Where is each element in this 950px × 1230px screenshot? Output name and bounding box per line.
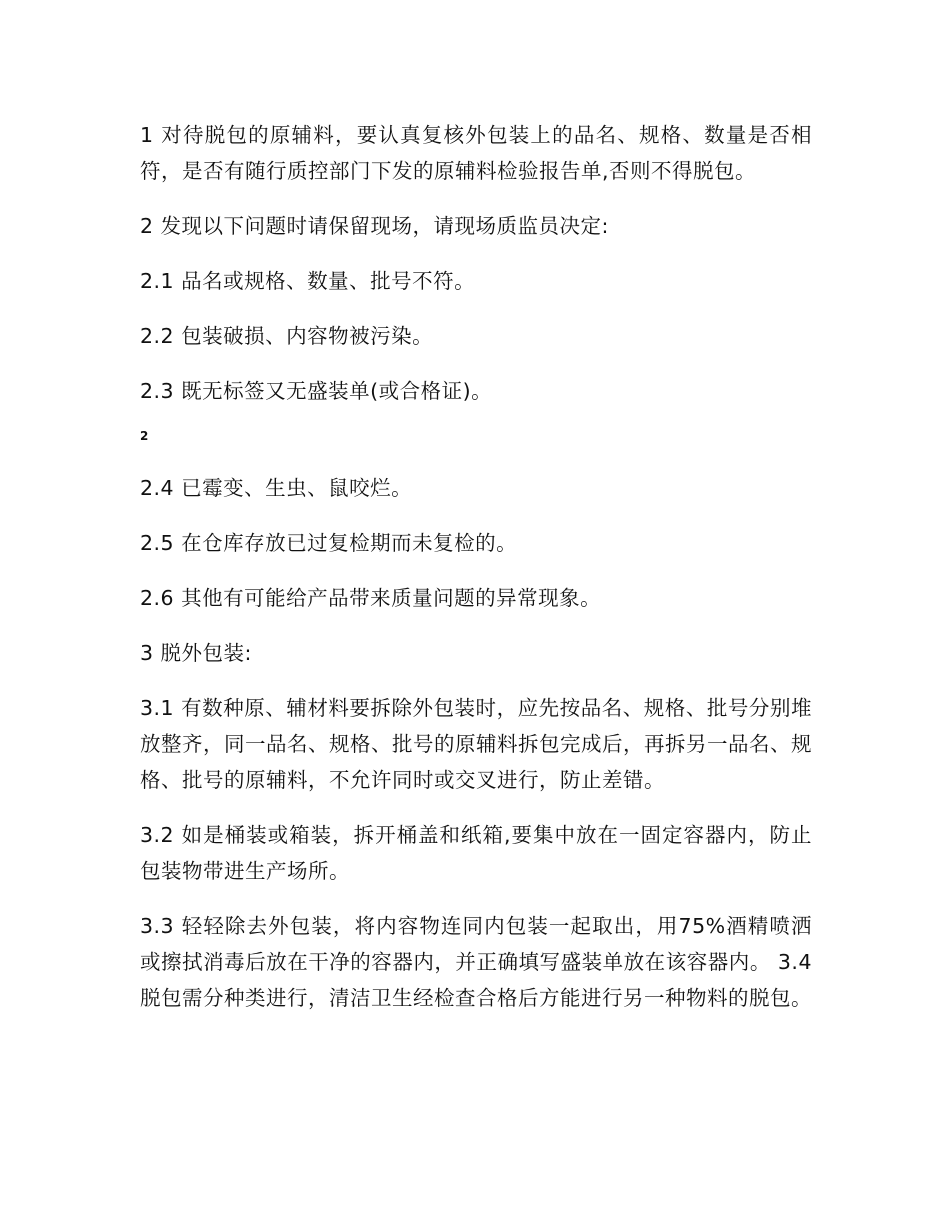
paragraph-2-3: 2.3 既无标签又无盛装单(或合格证)。	[140, 379, 493, 403]
paragraph-3-1: 3.1 有数种原、辅材料要拆除外包装时，应先按品名、规格、批号分别堆放整齐，同一品名、规格、批号的原辅料拆包完成后，再拆另一品名、规格、批号的原辅料，不允许同时或交叉进行，防止差错。	[140, 696, 812, 792]
paragraph-2-2: 2.2 包装破损、内容物被污染。	[140, 324, 434, 348]
document-body	[140, 117, 812, 1035]
paragraph-2-5: 2.5 在仓库存放已过复检期而未复检的。	[140, 531, 518, 555]
paragraph-2: 2 发现以下问题时请保留现场，请现场质监员决定:	[140, 214, 609, 238]
paragraph-1: 1 对待脱包的原辅料，要认真复核外包装上的品名、规格、数量是否相符，是否有随行质控部门下发的原辅料检验报告单,否则不得脱包。	[140, 123, 812, 183]
paragraph-3: 3 脱外包装:	[140, 641, 252, 665]
paragraph-2-4: 2.4 已霉变、生虫、鼠咬烂。	[140, 476, 413, 500]
paragraph-3-2: 3.2 如是桶装或箱装，拆开桶盖和纸箱,要集中放在一固定容器内，防止包装物带进生产场所。	[140, 823, 812, 883]
page-number: 2	[140, 429, 149, 443]
paragraph-2-6: 2.6 其他有可能给产品带来质量问题的异常现象。	[140, 586, 602, 610]
paragraph-3-3: 3.3 轻轻除去外包装，将内容物连同内包装一起取出，用75%酒精喷洒或擦拭消毒后放在干净的容器内，并正确填写盛装单放在该容器内。 3.4 脱包需分种类进行，清洁卫生经检查合格后方能进行另一种物料的脱包。	[140, 914, 812, 1010]
paragraph-2-1: 2.1 品名或规格、数量、批号不符。	[140, 269, 476, 293]
